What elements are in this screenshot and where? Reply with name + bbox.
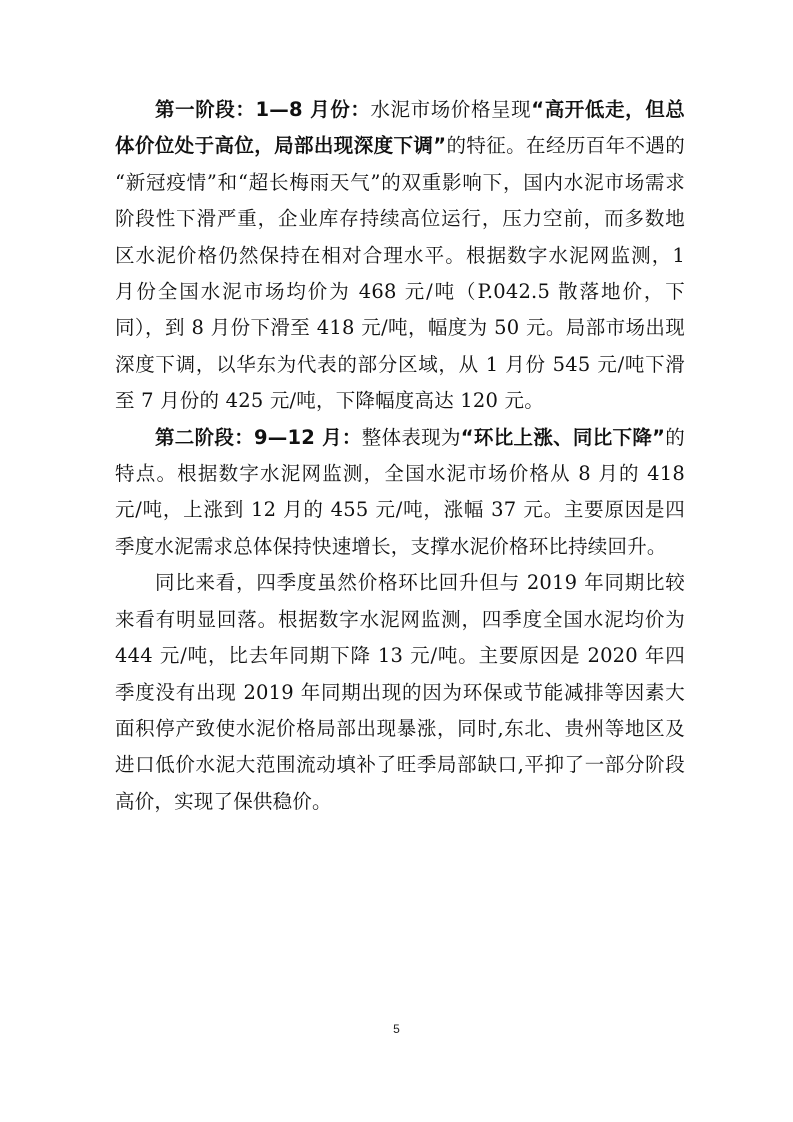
- page-number: 5: [393, 1022, 400, 1036]
- document-page: [115, 92, 685, 820]
- stage-one-emphasis: “高开低走，但总体价位处于高位，局部出现深度下调”: [115, 98, 686, 158]
- stage-one-body: 的特征。在经历百年不遇的 “新冠疫情”和“超长梅雨天气”的双重影响下，国内水泥市场需求阶段性下滑严重，企业库存持续高位运行，压力空前，而多数地区水泥价格仍然保持在相对合理水平。根据数字水泥网监测，1 月份全国水泥市场均价为 468 元/吨（P.042.5 散落地价，下同），到 8 月份下滑至 418 元/吨，幅度为 50 元。局部市场出现深度下调，以华东为代表的部分区域，从 1 月份 545 元/吨下滑至 7 月份的 425 元/吨，下降幅度高达 120 元。: [115, 134, 686, 413]
- paragraph-year-on-year: [115, 565, 685, 820]
- stage-two-heading: 第二阶段：9—12 月：: [155, 425, 362, 449]
- stage-one-heading: 第一阶段：1—8 月份：: [155, 98, 371, 121]
- stage-one-lead: 水泥市场价格呈现: [370, 98, 532, 121]
- stage-two-emphasis: “环比上涨、同比下降”: [460, 425, 666, 449]
- paragraph-stage-two: [115, 420, 685, 566]
- year-on-year-text: 同比来看，四季度虽然价格环比回升但与 2019 年同期比较来看有明显回落。根据数字水泥网监测，四季度全国水泥均价为 444 元/吨，比去年同期下降 13 元/吨。主要原因是 2020 年四季度没有出现 2019 年同期出现的因为环保或节能减排等因素大面积停产致使水泥价格局部出现暴涨，同时,东北、贵州等地区及进口低价水泥大范围流动填补了旺季局部缺口,平抑了一部分阶段高价，实现了保供稳价。: [115, 571, 685, 813]
- stage-two-body: 的特点。根据数字水泥网监测，全国水泥市场价格从 8 月的 418 元/吨，上涨到 12 月的 455 元/吨，涨幅 37 元。主要原因是四季度水泥需求总体保持快速增长，支撑水泥价格环比持续回升。: [115, 425, 685, 558]
- paragraph-stage-one: [115, 92, 685, 420]
- stage-two-lead: 整体表现为: [361, 425, 461, 449]
